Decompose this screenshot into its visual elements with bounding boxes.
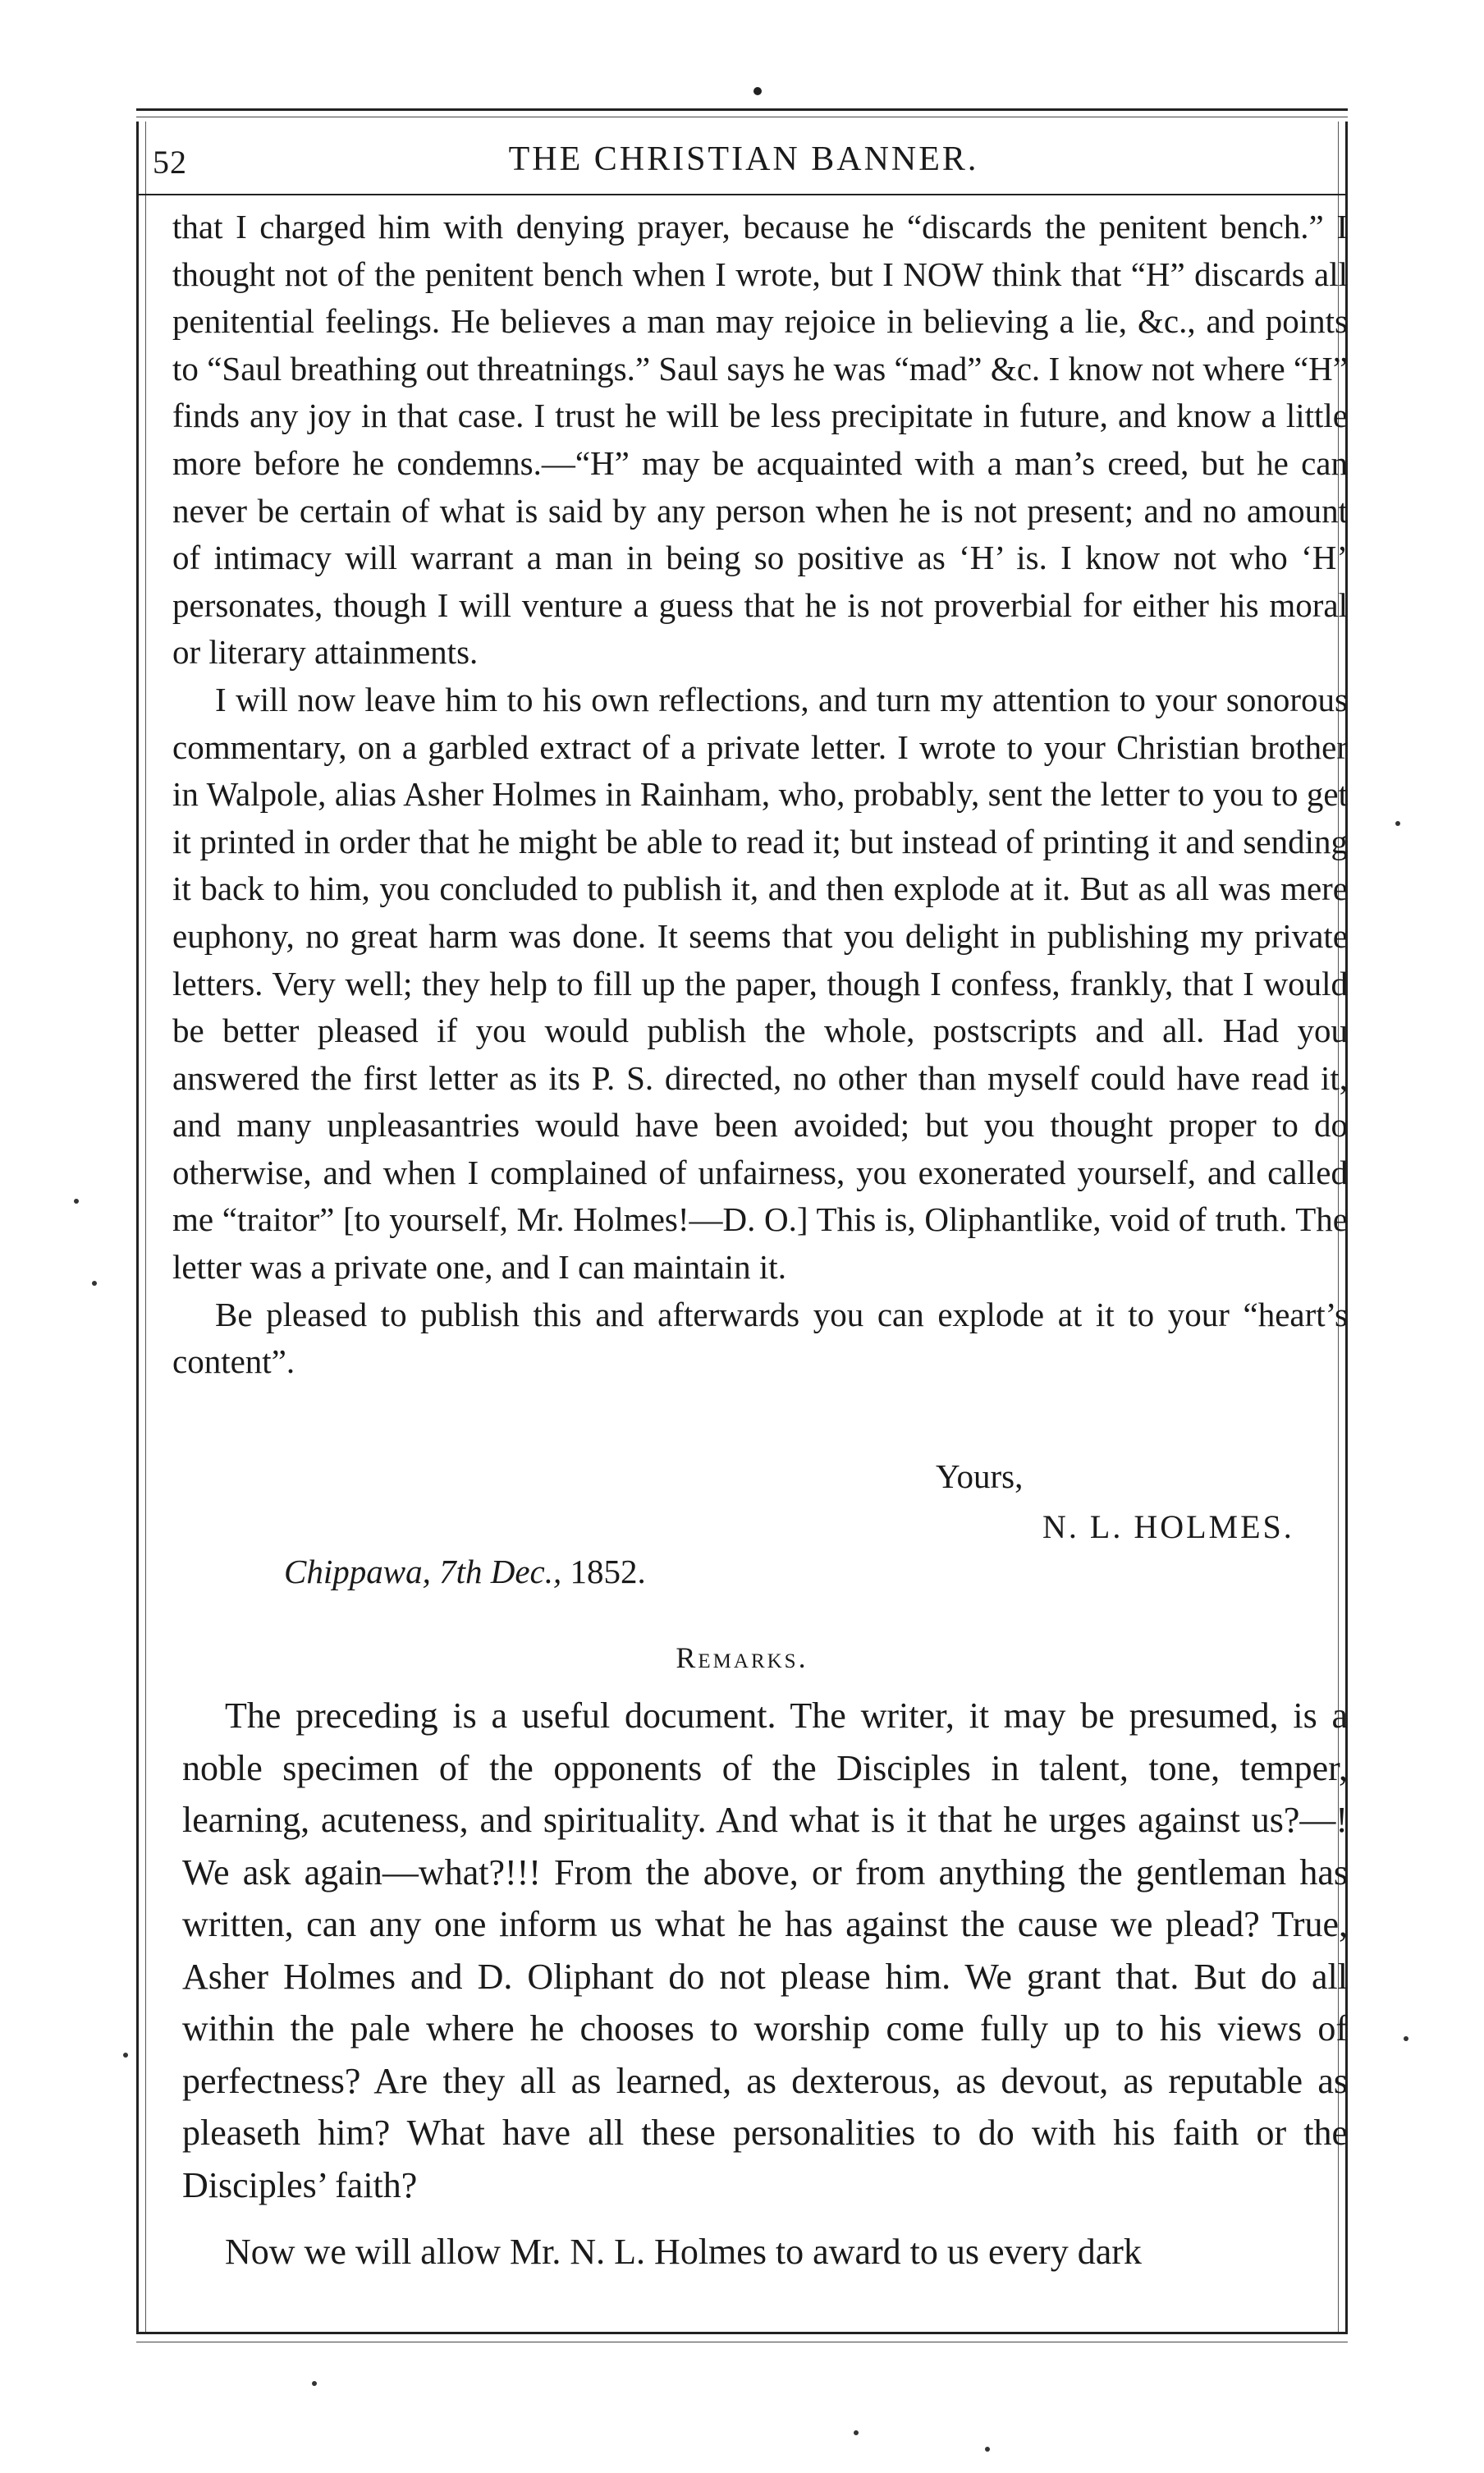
letter-paragraph-closing: Be pleased to publish this and afterwards you can explode at it to your “heart’s content”. [172,1295,1348,1381]
remarks-paragraph-continued: Now we will allow Mr. N. L. Holmes to award to us every dark [225,2232,1142,2272]
bottom-border-rule [136,2332,1348,2334]
print-speck [854,2430,859,2435]
remarks-heading [0,1640,1484,1675]
journal-title: THE CHRISTIAN BANNER. [508,140,979,178]
header-rule [136,194,1348,195]
dateline-year: 1852. [570,1553,646,1590]
print-speck [92,1281,97,1286]
page-number: 52 [153,144,187,181]
frame-inner-left-rule [145,122,146,2332]
letter-signature: N. L. HOLMES. [1042,1508,1294,1545]
top-border-rule [136,108,1348,111]
print-speck [74,1199,79,1204]
remarks-heading-text: Remarks. [676,1641,808,1674]
print-speck [123,2053,128,2058]
dateline-place: Chippawa, 7th Dec., [284,1553,562,1590]
ornament-dot [753,87,762,95]
running-header [153,131,1335,189]
letter-paragraph-reply: I will now leave him to his own reflections, and turn my attention to your sonorous commentary, on a garbled extract of a private letter. I wrote to your Christian brother in Walpole, alias Asher Holmes in Rainham, who, probably, sent the letter to you to get it printed in order that he might be able to read it; but instead of printing it and sending it back to him, you concluded to publish it, and then explode at it. But as all was mere euphony, no great harm was done. It seems that you delight in publishing my private letters. Very well; they help to fill up the paper, though I confess, frankly, that I would be better pleased if you would publish the whole, postscripts and all. Had you answered the first letter as its P. S. directed, no other than myself could have read it, and many unpleasantries would have been avoided; but you thought proper to do otherwise, and when I complained of unfairness, you exonerated yourself, and called me “traitor” [to yourself, Mr. Holmes!—D. O.] This is, Oliphantlike, void of truth. The letter was a private one, and I can maintain it. [172,680,1348,1287]
letter-body [172,204,1348,1386]
remarks-body [182,1690,1348,2278]
print-speck [1395,821,1400,826]
letter-valediction: Yours, [936,1457,1024,1495]
letter-paragraph-continued: that I charged him with denying prayer, because he “discards the penitent bench.” I thought not of the penitent bench when I wrote, but I NOW think that “H” discards all penitential feelings. He believes a man may rejoice in believing a lie, &c., and points to “Saul breathing out threatnings.” Saul says he was “mad” &c. I know not where “H” finds any joy in that case. I trust he will be less precipitate in future, and know a little more before he condemns.—“H” may be acquainted with a man’s creed, but he can never be certain of what is said by any person when he is not present; and no amount of intimacy will warrant a man in being so positive as ‘H’ is. I know not who ‘H’ personates, though I will venture a guess that he is not proverbial for either his moral or literary attainments. [172,208,1348,672]
remarks-paragraph: The preceding is a useful document. The writer, it may be presumed, is a noble specimen of the opponents of the Disciples in talent, tone, temper, learning, acuteness, and spirituality. And what is it that he urges against us?—! We ask again—what?!!! From the above, or from anything the gentleman has written, can any one inform us what he has against the cause we plead? True, Asher Holmes and D. Oliphant do not please him. We grant that. But do all within the pale where he chooses to worship come fully up to his views of perfectness? Are they all as learned, as dexterous, as devout, as reputable as pleaseth him? What have all these personalities to do with his faith or the Disciples’ faith? [182,1695,1348,2205]
print-speck [1404,2036,1408,2041]
print-speck [985,2447,990,2452]
letter-dateline [284,1552,646,1591]
print-speck [312,2381,317,2386]
